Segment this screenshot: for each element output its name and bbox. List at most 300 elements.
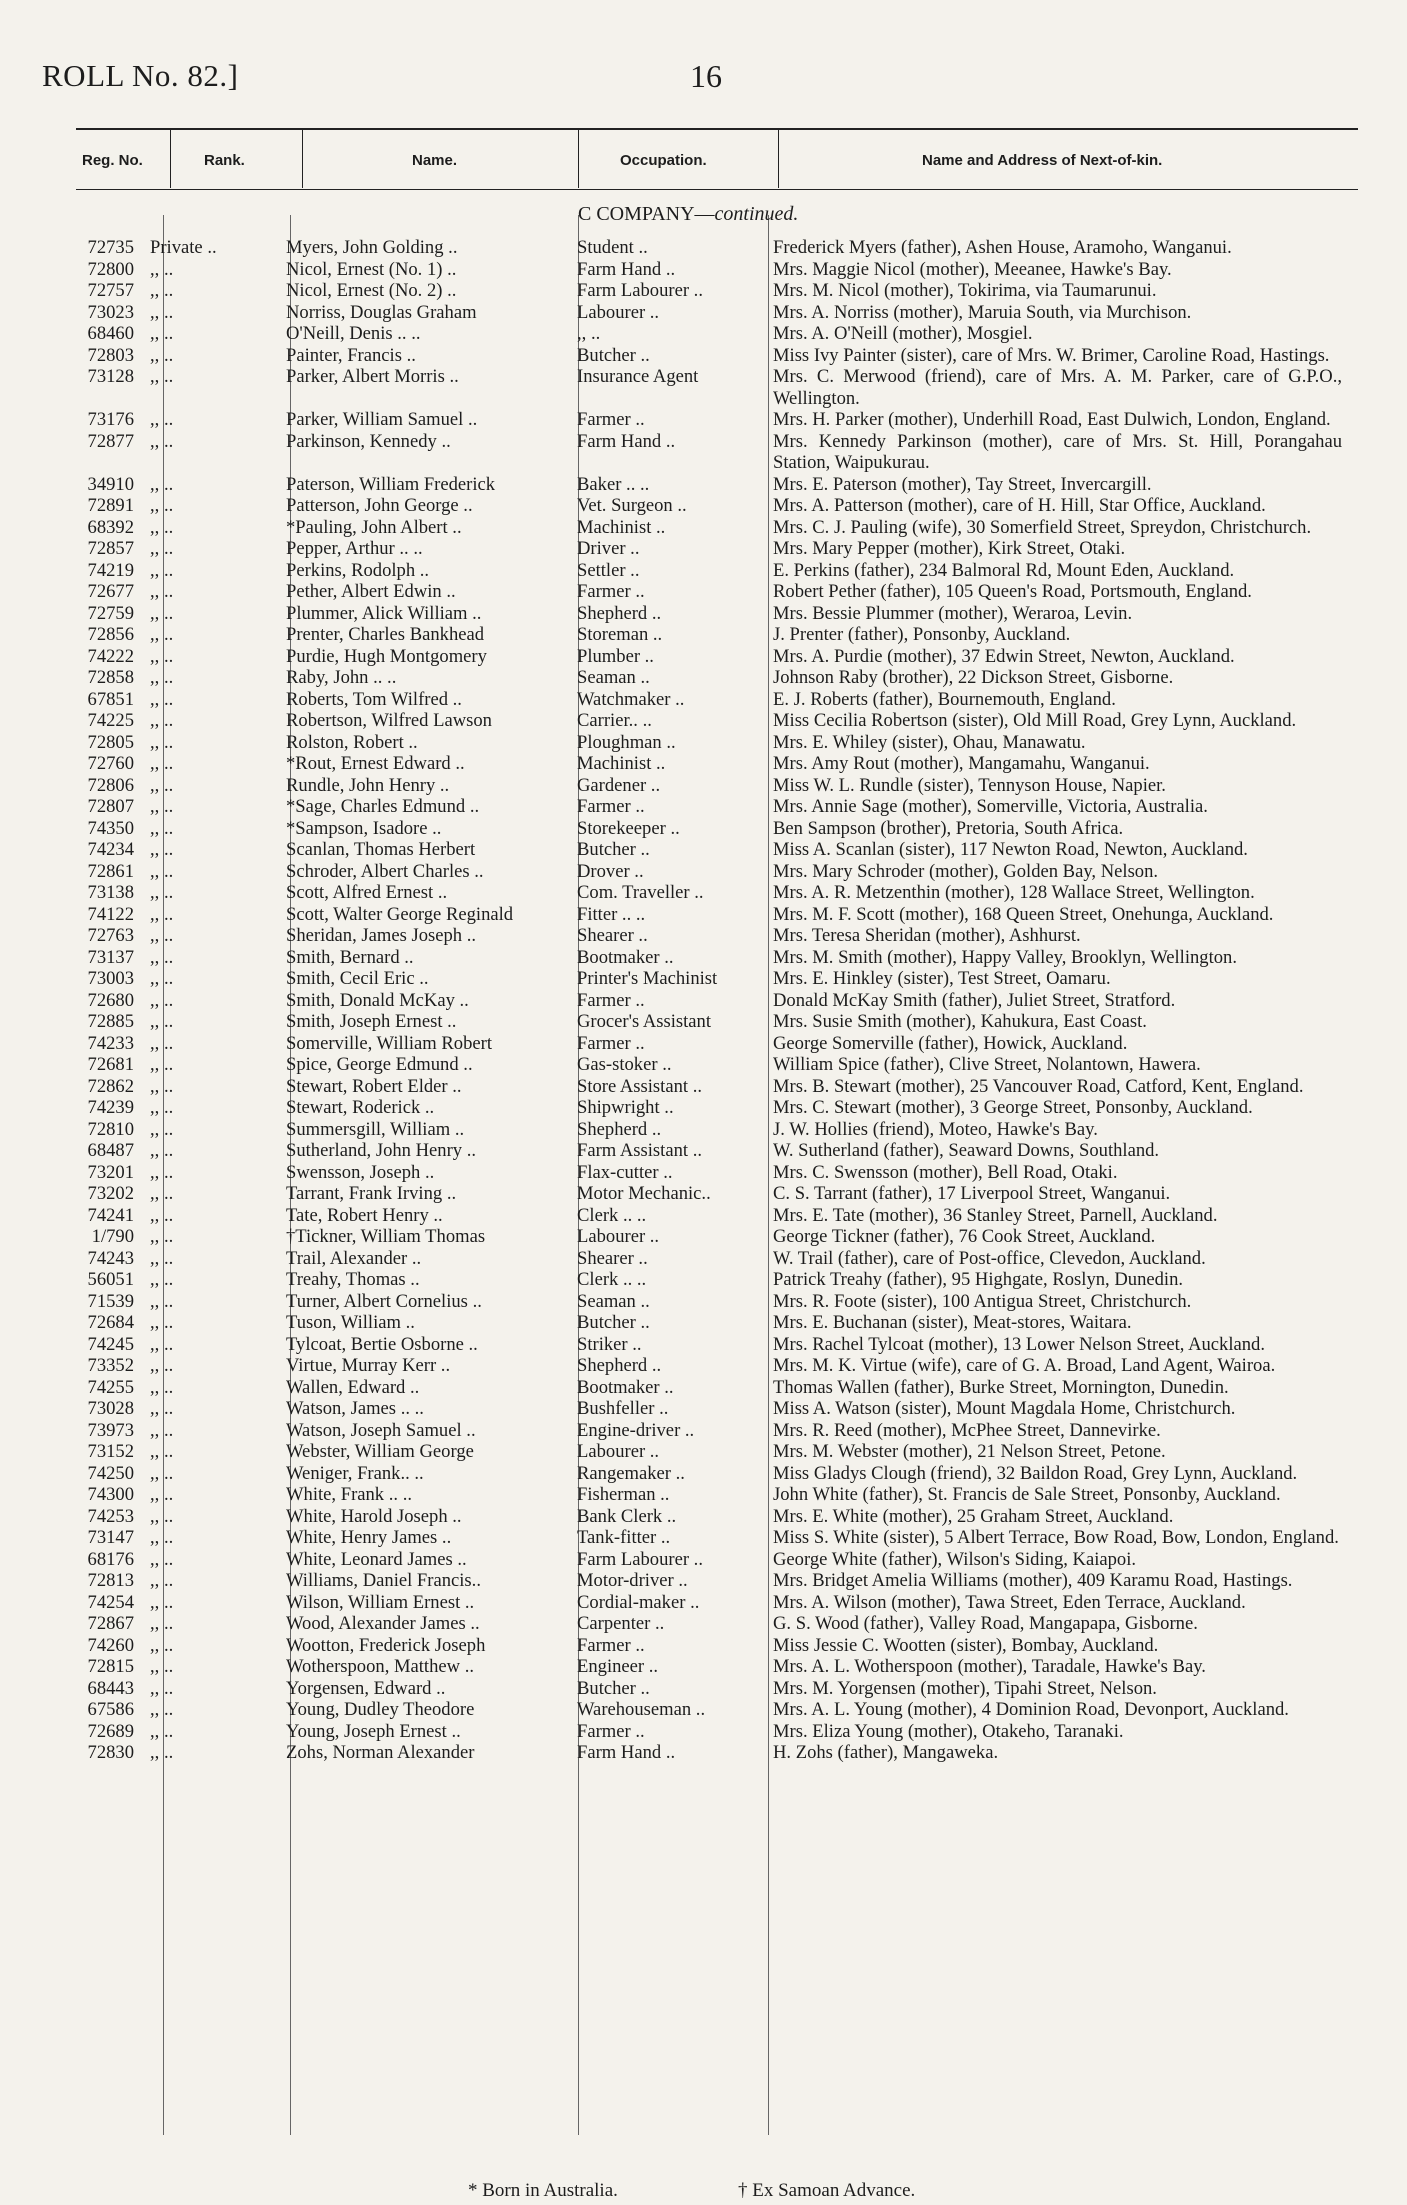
table-row <box>76 323 1358 345</box>
rank-cell: ,, .. <box>150 1247 174 1269</box>
soldier-name-cell: Tuson, William .. <box>286 1312 415 1333</box>
column-header-name: Name. <box>412 152 458 169</box>
next-of-kin-cell: Mrs. M. Smith (mother), Happy Valley, Brooklyn, Wellington. <box>773 946 1238 968</box>
table-row <box>76 366 1358 409</box>
reg-number-cell: 74253 <box>87 1505 134 1527</box>
rank-cell: ,, .. <box>150 1355 174 1376</box>
reg-number-cell: 72885 <box>87 1011 134 1032</box>
rank-cell: ,, .. <box>150 559 174 581</box>
table-row <box>76 302 1358 324</box>
next-of-kin-cell: Miss S. White (sister), 5 Albert Terrace, Bow Road, Bow, London, England. <box>773 1527 1339 1548</box>
soldier-name-cell: *Rout, Ernest Edward .. <box>286 753 465 774</box>
reg-number-cell: 68443 <box>87 1677 134 1699</box>
soldier-name-cell: Raby, John .. .. <box>286 667 397 688</box>
table-row <box>76 667 1358 689</box>
next-of-kin-cell: Mrs. M. Webster (mother), 21 Nelson Street, Petone. <box>773 1441 1166 1462</box>
table-row <box>76 968 1358 990</box>
reg-number-cell: 72861 <box>87 860 134 882</box>
table-row <box>76 1140 1358 1162</box>
reg-number-cell: 72810 <box>87 1118 134 1140</box>
occupation-cell: Warehouseman .. <box>577 1699 706 1720</box>
occupation-cell: Printer's Machinist <box>577 968 718 989</box>
table-row <box>76 431 1358 474</box>
rank-cell: ,, .. <box>150 323 174 344</box>
section-title: C COMPANY— <box>578 203 715 225</box>
rank-cell: ,, .. <box>150 602 174 624</box>
soldier-name-cell: Wallen, Edward .. <box>286 1376 420 1398</box>
next-of-kin-cell: Mrs. C. Stewart (mother), 3 George Street, Ponsonby, Auckland. <box>773 1097 1253 1118</box>
soldier-name-cell: Prenter, Charles Bankhead <box>286 624 485 645</box>
occupation-cell: Farm Hand .. <box>577 258 676 280</box>
rank-cell: ,, .. <box>150 1699 174 1720</box>
reg-number-cell: 74225 <box>87 710 134 731</box>
rank-cell: ,, .. <box>150 860 174 882</box>
reg-number-cell: 72891 <box>87 495 134 516</box>
soldier-name-cell: Paterson, William Frederick <box>286 473 496 495</box>
next-of-kin-cell: Miss Cecilia Robertson (sister), Old Mill Road, Grey Lynn, Auckland. <box>773 710 1297 731</box>
soldier-name-cell: Wootton, Frederick Joseph <box>286 1634 486 1656</box>
table-row <box>76 259 1358 281</box>
rank-cell: ,, .. <box>150 774 174 796</box>
next-of-kin-cell: Mrs. B. Stewart (mother), 25 Vancouver Road, Catford, Kent, England. <box>773 1075 1304 1097</box>
table-row <box>76 1721 1358 1743</box>
next-of-kin-cell: William Spice (father), Clive Street, Nolantown, Hawera. <box>773 1054 1201 1075</box>
soldier-name-cell: Smith, Bernard .. <box>286 946 414 968</box>
column-divider <box>302 130 303 188</box>
table-row <box>76 1699 1358 1721</box>
soldier-name-cell: Young, Dudley Theodore <box>286 1699 475 1720</box>
occupation-cell: Shearer .. <box>577 925 648 946</box>
reg-number-cell: 73147 <box>87 1527 134 1548</box>
reg-number-cell: 74239 <box>87 1097 134 1118</box>
rank-cell: ,, .. <box>150 710 174 731</box>
reg-number-cell: 74255 <box>87 1376 134 1398</box>
occupation-cell: Shipwright .. <box>577 1097 674 1118</box>
rank-cell: ,, .. <box>150 1075 174 1097</box>
soldier-name-cell: White, Frank .. .. <box>286 1484 412 1505</box>
reg-number-cell: 72681 <box>87 1054 134 1075</box>
next-of-kin-cell: Miss A. Watson (sister), Mount Magdala Home, Christchurch. <box>773 1398 1236 1419</box>
occupation-cell: Clerk .. .. <box>577 1204 647 1226</box>
soldier-name-cell: Tylcoat, Bertie Osborne .. <box>286 1333 478 1355</box>
soldier-name-cell: Schroder, Albert Charles .. <box>286 860 484 882</box>
reg-number-cell: 74300 <box>87 1484 134 1505</box>
rank-cell: ,, .. <box>150 1419 174 1441</box>
soldier-name-cell: Scanlan, Thomas Herbert <box>286 839 476 860</box>
occupation-cell: Plumber .. <box>577 645 654 667</box>
soldier-name-cell: Tarrant, Frank Irving .. <box>286 1183 457 1204</box>
rank-cell: ,, .. <box>150 581 174 602</box>
occupation-cell: Butcher .. <box>577 1312 650 1333</box>
soldier-name-cell: Smith, Cecil Eric .. <box>286 968 429 989</box>
next-of-kin-cell: Johnson Raby (brother), 22 Dickson Street, Gisborne. <box>773 667 1174 688</box>
next-of-kin-cell: George Somerville (father), Howick, Auckland. <box>773 1032 1128 1054</box>
occupation-cell: Farmer .. <box>577 1720 645 1742</box>
reg-number-cell: 72735 <box>87 237 134 258</box>
rank-cell: ,, .. <box>150 645 174 667</box>
reg-number-cell: 72760 <box>87 753 134 774</box>
table-row <box>76 1377 1358 1399</box>
rank-cell: ,, .. <box>150 1677 174 1699</box>
table-row <box>76 818 1358 840</box>
section-title-suffix: continued. <box>714 203 799 225</box>
rank-cell: ,, .. <box>150 1118 174 1140</box>
table-row <box>76 1463 1358 1485</box>
next-of-kin-cell: Miss Gladys Clough (friend), 32 Baildon Road, Grey Lynn, Auckland. <box>773 1462 1298 1484</box>
table-row <box>76 861 1358 883</box>
rank-cell: ,, .. <box>150 430 174 452</box>
rank-cell: ,, .. <box>150 1376 174 1398</box>
table-row <box>76 280 1358 302</box>
rank-cell: ,, .. <box>150 731 174 753</box>
rank-cell: ,, .. <box>150 1527 174 1548</box>
occupation-cell: Farm Labourer .. <box>577 280 703 301</box>
rank-cell: ,, .. <box>150 817 174 839</box>
rank-cell: ,, .. <box>150 1398 174 1419</box>
table-row <box>76 646 1358 668</box>
table-row <box>76 1420 1358 1442</box>
rank-cell: ,, .. <box>150 1441 174 1462</box>
occupation-cell: Farmer .. <box>577 1032 645 1054</box>
occupation-cell: Shepherd .. <box>577 1118 662 1140</box>
next-of-kin-cell: Mrs. E. Paterson (mother), Tay Street, Invercargill. <box>773 473 1152 495</box>
table-row <box>76 1205 1358 1227</box>
rank-cell: ,, .. <box>150 1548 174 1570</box>
soldier-name-cell: Zohs, Norman Alexander <box>286 1742 475 1763</box>
column-header-rank: Rank. <box>204 152 245 169</box>
reg-number-cell: 56051 <box>87 1269 134 1290</box>
table-row <box>76 1570 1358 1592</box>
table-row <box>76 409 1358 431</box>
next-of-kin-cell: Mrs. C. Merwood (friend), care of Mrs. A. M. Parker, care of G.P.O., Wellington. <box>773 366 1342 409</box>
table-row <box>76 1248 1358 1270</box>
reg-number-cell: 72807 <box>87 796 134 817</box>
table-row <box>76 1183 1358 1205</box>
reg-number-cell: 73973 <box>87 1419 134 1441</box>
occupation-cell: Storekeeper .. <box>577 817 680 839</box>
rank-cell: ,, .. <box>150 1269 174 1290</box>
next-of-kin-cell: Patrick Treahy (father), 95 Highgate, Roslyn, Dunedin. <box>773 1269 1184 1290</box>
occupation-cell: Driver .. <box>577 538 640 559</box>
next-of-kin-cell: Mrs. M. K. Virtue (wife), care of G. A. Broad, Land Agent, Wairoa. <box>773 1355 1276 1376</box>
table-row <box>76 1334 1358 1356</box>
next-of-kin-cell: Mrs. E. White (mother), 25 Graham Street, Auckland. <box>773 1505 1174 1527</box>
table-row <box>76 1506 1358 1528</box>
occupation-cell: Striker .. <box>577 1333 642 1355</box>
rank-cell: ,, .. <box>150 753 174 774</box>
rank-cell: Private .. <box>150 237 217 258</box>
rank-cell: ,, .. <box>150 538 174 559</box>
occupation-cell: Butcher .. <box>577 1677 650 1699</box>
reg-number-cell: 74350 <box>87 817 134 839</box>
next-of-kin-cell: Mrs. Rachel Tylcoat (mother), 13 Lower Nelson Street, Auckland. <box>773 1333 1265 1355</box>
table-row <box>76 775 1358 797</box>
reg-number-cell: 72757 <box>87 280 134 301</box>
next-of-kin-cell: E. J. Roberts (father), Bournemouth, England. <box>773 688 1116 710</box>
reg-number-cell: 72680 <box>87 989 134 1011</box>
next-of-kin-cell: Mrs. Bridget Amelia Williams (mother), 409 Karamu Road, Hastings. <box>773 1570 1293 1591</box>
occupation-cell: Farmer .. <box>577 409 645 430</box>
table-row <box>76 990 1358 1012</box>
next-of-kin-cell: W. Sutherland (father), Seaward Downs, Southland. <box>773 1140 1160 1161</box>
table-row <box>76 1527 1358 1549</box>
occupation-cell: Machinist .. <box>577 753 666 774</box>
rank-cell: ,, .. <box>150 946 174 968</box>
soldier-name-cell: Robertson, Wilfred Lawson <box>286 710 492 731</box>
table-row <box>76 1549 1358 1571</box>
soldier-name-cell: Watson, James .. .. <box>286 1398 424 1419</box>
soldier-name-cell: Tate, Robert Henry .. <box>286 1204 443 1226</box>
soldier-name-cell: Williams, Daniel Francis.. <box>286 1570 481 1591</box>
soldier-name-cell: Wilson, William Ernest .. <box>286 1591 475 1613</box>
next-of-kin-cell: Mrs. A. Purdie (mother), 37 Edwin Street, Newton, Auckland. <box>773 645 1235 667</box>
rank-cell: ,, .. <box>150 903 174 925</box>
soldier-name-cell: Painter, Francis .. <box>286 344 416 366</box>
reg-number-cell: 73152 <box>87 1441 134 1462</box>
reg-number-cell: 74241 <box>87 1204 134 1226</box>
occupation-cell: Farm Hand .. <box>577 430 676 452</box>
soldier-name-cell: Yorgensen, Edward .. <box>286 1677 446 1699</box>
occupation-cell: Bushfeller .. <box>577 1398 669 1419</box>
soldier-name-cell: Wood, Alexander James .. <box>286 1613 480 1634</box>
occupation-cell: Ploughman .. <box>577 731 676 753</box>
reg-number-cell: 71539 <box>87 1290 134 1312</box>
next-of-kin-cell: Mrs. E. Buchanan (sister), Meat-stores, Waitara. <box>773 1312 1132 1333</box>
soldier-name-cell: Sheridan, James Joseph .. <box>286 925 477 946</box>
occupation-cell: Farmer .. <box>577 581 645 602</box>
occupation-cell: Shepherd .. <box>577 602 662 624</box>
table-row <box>76 947 1358 969</box>
table-row <box>76 796 1358 818</box>
next-of-kin-cell: Mrs. C. J. Pauling (wife), 30 Somerfield Street, Spreydon, Christchurch. <box>773 516 1312 538</box>
rank-cell: ,, .. <box>150 409 174 430</box>
rank-cell: ,, .. <box>150 1290 174 1312</box>
occupation-cell: Storeman .. <box>577 624 663 645</box>
soldier-name-cell: Nicol, Ernest (No. 1) .. <box>286 258 457 280</box>
rank-cell: ,, .. <box>150 1097 174 1118</box>
soldier-name-cell: Nicol, Ernest (No. 2) .. <box>286 280 457 301</box>
occupation-cell: Carrier.. .. <box>577 710 652 731</box>
next-of-kin-cell: Mrs. Kennedy Parkinson (mother), care of Mrs. St. Hill, Porangahau Station, Waipukurau. <box>773 430 1342 473</box>
rank-cell: ,, .. <box>150 1484 174 1505</box>
soldier-name-cell: Sutherland, John Henry .. <box>286 1140 477 1161</box>
next-of-kin-cell: Mrs. Mary Pepper (mother), Kirk Street, Otaki. <box>773 538 1126 559</box>
table-row <box>76 732 1358 754</box>
occupation-cell: Cordial-maker .. <box>577 1591 700 1613</box>
reg-number-cell: 73137 <box>87 946 134 968</box>
reg-number-cell: 73138 <box>87 882 134 903</box>
next-of-kin-cell: Donald McKay Smith (father), Juliet Street, Stratford. <box>773 989 1176 1011</box>
soldier-name-cell: Stewart, Roderick .. <box>286 1097 435 1118</box>
reg-number-cell: 72803 <box>87 344 134 366</box>
occupation-cell: Settler .. <box>577 559 640 581</box>
rank-cell: ,, .. <box>150 1333 174 1355</box>
reg-number-cell: 73176 <box>87 409 134 430</box>
next-of-kin-cell: J. Prenter (father), Ponsonby, Auckland. <box>773 624 1071 645</box>
rank-cell: ,, .. <box>150 1204 174 1226</box>
occupation-cell: Engineer .. <box>577 1656 659 1677</box>
soldier-name-cell: Norriss, Douglas Graham <box>286 301 477 323</box>
column-header-occupation: Occupation. <box>620 152 707 169</box>
occupation-cell: Gardener .. <box>577 774 661 796</box>
rank-cell: ,, .. <box>150 258 174 280</box>
next-of-kin-cell: Mrs. A. Wilson (mother), Tawa Street, Eden Terrace, Auckland. <box>773 1591 1246 1613</box>
table-row <box>76 1441 1358 1463</box>
next-of-kin-cell: Robert Pether (father), 105 Queen's Road, Portsmouth, England. <box>773 581 1252 602</box>
soldier-name-cell: Weniger, Frank.. .. <box>286 1462 424 1484</box>
reg-number-cell: 73023 <box>87 301 134 323</box>
occupation-cell: Butcher .. <box>577 344 650 366</box>
occupation-cell: Butcher .. <box>577 839 650 860</box>
occupation-cell: Seaman .. <box>577 1290 650 1312</box>
reg-number-cell: 74260 <box>87 1634 134 1656</box>
next-of-kin-cell: H. Zohs (father), Mangaweka. <box>773 1742 999 1763</box>
reg-number-cell: 72800 <box>87 258 134 280</box>
rank-cell: ,, .. <box>150 1226 174 1247</box>
rank-cell: ,, .. <box>150 1011 174 1032</box>
next-of-kin-cell: Ben Sampson (brother), Pretoria, South Africa. <box>773 817 1124 839</box>
reg-number-cell: 68460 <box>87 323 134 344</box>
reg-number-cell: 72867 <box>87 1613 134 1634</box>
table-row <box>76 839 1358 861</box>
table-row <box>76 904 1358 926</box>
soldier-name-cell: Swensson, Joseph .. <box>286 1161 435 1183</box>
rank-cell: ,, .. <box>150 1054 174 1075</box>
table-row <box>76 1097 1358 1119</box>
soldier-name-cell: White, Leonard James .. <box>286 1548 467 1570</box>
nominal-roll-table <box>76 237 1358 1764</box>
occupation-cell: Bank Clerk .. <box>577 1505 677 1527</box>
reg-number-cell: 73201 <box>87 1161 134 1183</box>
next-of-kin-cell: Mrs. C. Swensson (mother), Bell Road, Otaki. <box>773 1161 1118 1183</box>
rank-cell: ,, .. <box>150 1183 174 1204</box>
rank-cell: ,, .. <box>150 344 174 366</box>
occupation-cell: Labourer .. <box>577 1441 660 1462</box>
soldier-name-cell: Virtue, Murray Kerr .. <box>286 1355 451 1376</box>
occupation-cell: Drover .. <box>577 860 644 882</box>
occupation-cell: Farmer .. <box>577 796 645 817</box>
reg-number-cell: 74254 <box>87 1591 134 1613</box>
soldier-name-cell: Parker, Albert Morris .. <box>286 366 459 387</box>
section-heading <box>578 203 798 226</box>
page-number: 16 <box>690 58 722 94</box>
soldier-name-cell: *Pauling, John Albert .. <box>286 516 462 538</box>
next-of-kin-cell: Miss Ivy Painter (sister), care of Mrs. W. Brimer, Caroline Road, Hastings. <box>773 344 1330 366</box>
next-of-kin-cell: Mrs. Maggie Nicol (mother), Meeanee, Hawke's Bay. <box>773 258 1172 280</box>
occupation-cell: Shepherd .. <box>577 1355 662 1376</box>
next-of-kin-cell: Mrs. Bessie Plummer (mother), Weraroa, Levin. <box>773 602 1133 624</box>
occupation-cell: Bootmaker .. <box>577 946 674 968</box>
table-row <box>76 1269 1358 1291</box>
occupation-cell: Labourer .. <box>577 301 660 323</box>
occupation-cell: Shearer .. <box>577 1247 648 1269</box>
table-row <box>76 560 1358 582</box>
soldier-name-cell: Smith, Donald McKay .. <box>286 989 469 1011</box>
table-row <box>76 689 1358 711</box>
reg-number-cell: 73003 <box>87 968 134 989</box>
soldier-name-cell: †Tickner, William Thomas <box>286 1226 486 1247</box>
soldier-name-cell: Webster, William George <box>286 1441 474 1462</box>
reg-number-cell: 72813 <box>87 1570 134 1591</box>
table-row <box>76 1678 1358 1700</box>
rank-cell: ,, .. <box>150 1613 174 1634</box>
next-of-kin-cell: Miss W. L. Rundle (sister), Tennyson House, Napier. <box>773 774 1166 796</box>
roll-body <box>76 237 1358 1764</box>
rank-cell: ,, .. <box>150 667 174 688</box>
soldier-name-cell: White, Harold Joseph .. <box>286 1505 462 1527</box>
reg-number-cell: 72830 <box>87 1742 134 1763</box>
reg-number-cell: 68392 <box>87 516 134 538</box>
table-row <box>76 538 1358 560</box>
rank-cell: ,, .. <box>150 624 174 645</box>
next-of-kin-cell: C. S. Tarrant (father), 17 Liverpool Street, Wanganui. <box>773 1183 1171 1204</box>
next-of-kin-cell: Miss A. Scanlan (sister), 117 Newton Road, Newton, Auckland. <box>773 839 1248 860</box>
next-of-kin-cell: Mrs. Mary Schroder (mother), Golden Bay, Nelson. <box>773 860 1159 882</box>
rank-cell: ,, .. <box>150 1720 174 1742</box>
next-of-kin-cell: Mrs. A. L. Young (mother), 4 Dominion Road, Devonport, Auckland. <box>773 1699 1289 1720</box>
footnote-ex-samoan: † Ex Samoan Advance. <box>738 2180 916 2201</box>
reg-number-cell: 74222 <box>87 645 134 667</box>
reg-number-cell: 74245 <box>87 1333 134 1355</box>
occupation-cell: Bootmaker .. <box>577 1376 674 1398</box>
rank-cell: ,, .. <box>150 516 174 538</box>
next-of-kin-cell: George White (father), Wilson's Siding, Kaiapoi. <box>773 1548 1137 1570</box>
occupation-cell: Carpenter .. <box>577 1613 665 1634</box>
soldier-name-cell: Pepper, Arthur .. .. <box>286 538 423 559</box>
table-row <box>76 1312 1358 1334</box>
reg-number-cell: 34910 <box>87 473 134 495</box>
table-row <box>76 1398 1358 1420</box>
reg-number-cell: 72858 <box>87 667 134 688</box>
table-row <box>76 882 1358 904</box>
soldier-name-cell: Watson, Joseph Samuel .. <box>286 1419 476 1441</box>
table-row <box>76 1635 1358 1657</box>
occupation-cell: Store Assistant .. <box>577 1075 702 1097</box>
soldier-name-cell: Young, Joseph Ernest .. <box>286 1720 461 1742</box>
soldier-name-cell: O'Neill, Denis .. .. <box>286 323 421 344</box>
reg-number-cell: 68487 <box>87 1140 134 1161</box>
reg-number-cell: 72815 <box>87 1656 134 1677</box>
next-of-kin-cell: Mrs. R. Reed (mother), McPhee Street, Dannevirke. <box>773 1419 1161 1441</box>
soldier-name-cell: Scott, Alfred Ernest .. <box>286 882 448 903</box>
occupation-cell: Rangemaker .. <box>577 1462 685 1484</box>
reg-number-cell: 68176 <box>87 1548 134 1570</box>
next-of-kin-cell: Thomas Wallen (father), Burke Street, Mornington, Dunedin. <box>773 1376 1229 1398</box>
next-of-kin-cell: Mrs. H. Parker (mother), Underhill Road, East Dulwich, London, England. <box>773 409 1331 430</box>
table-row <box>76 1742 1358 1764</box>
table-row <box>76 1656 1358 1678</box>
occupation-cell: Student .. <box>577 237 648 258</box>
next-of-kin-cell: Mrs. A. O'Neill (mother), Mosgiel. <box>773 323 1033 344</box>
rank-cell: ,, .. <box>150 1570 174 1591</box>
table-row <box>76 1355 1358 1377</box>
occupation-cell: Farm Hand .. <box>577 1742 676 1763</box>
next-of-kin-cell: Mrs. Amy Rout (mother), Mangamahu, Wanganui. <box>773 753 1150 774</box>
rank-cell: ,, .. <box>150 495 174 516</box>
reg-number-cell: 67851 <box>87 688 134 710</box>
rank-cell: ,, .. <box>150 301 174 323</box>
next-of-kin-cell: Mrs. A. R. Metzenthin (mother), 128 Wallace Street, Wellington. <box>773 882 1255 903</box>
next-of-kin-cell: John White (father), St. Francis de Sale Street, Ponsonby, Auckland. <box>773 1484 1281 1505</box>
table-row <box>76 624 1358 646</box>
reg-number-cell: 73202 <box>87 1183 134 1204</box>
table-row <box>76 1162 1358 1184</box>
rank-cell: ,, .. <box>150 1591 174 1613</box>
rank-cell: ,, .. <box>150 1462 174 1484</box>
rank-cell: ,, .. <box>150 1312 174 1333</box>
occupation-cell: Fitter .. .. <box>577 903 646 925</box>
rank-cell: ,, .. <box>150 989 174 1011</box>
